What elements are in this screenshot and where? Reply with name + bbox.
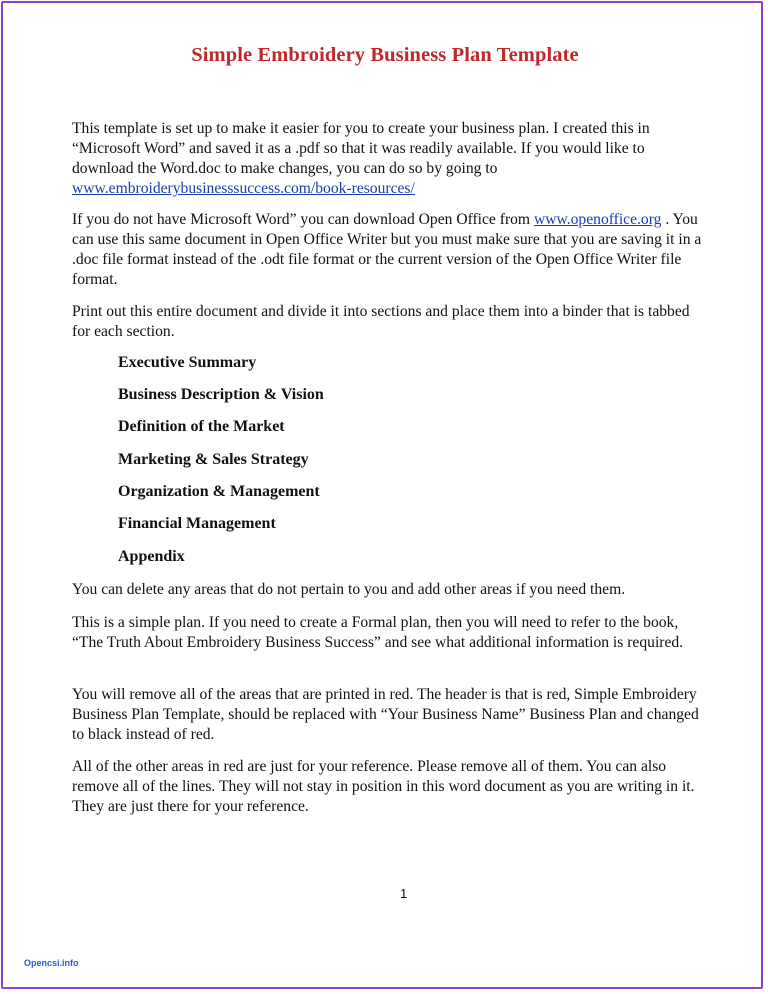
intro-text: This template is set up to make it easier for you to create your business plan. I created this in “Microsoft Word” and saved it as a .pdf so that it was readily available. If you would like to download the Word.doc to make changes, you can do so by going to [72,120,650,177]
section-item-business-description: Business Description & Vision [118,386,324,403]
intro-paragraph [72,119,702,199]
page-number: 1 [400,886,408,901]
section-item-marketing-sales: Marketing & Sales Strategy [118,451,309,468]
document-title: Simple Embroidery Business Plan Template [191,44,579,66]
open-office-paragraph [72,210,702,290]
openoffice-link[interactable]: www.openoffice.org [533,211,662,228]
section-item-definition-market: Definition of the Market [118,418,285,435]
open-office-text-after: . You can use this same document in Open Office Writer but you must make sure that you are saving it in a .doc file format instead of the .odt file format or the current version of the Open Office Writer file format. [72,211,702,288]
print-instructions-paragraph: Print out this entire document and divide it into sections and place them into a binder that is tabbed for each section. [72,303,690,340]
remove-red-paragraph: You will remove all of the areas that are printed in red. The header is that is red, Simple Embroidery Business Plan Template, should be replaced with “Your Business Name” Business Plan and changed to black instead of red. [72,686,699,743]
section-item-executive-summary: Executive Summary [118,354,257,371]
watermark-text: Opencsi.info [24,958,79,968]
reference-paragraph: All of the other areas in red are just for your reference. Please remove all of them. You can also remove all of the lines. They will not stay in position in this word document as you are writing in it. They are just there for your reference. [72,758,695,815]
simple-plan-paragraph: This is a simple plan. If you need to create a Formal plan, then you will need to refer to the book, “The Truth About Embroidery Business Success” and see what additional information is required. [72,614,684,651]
section-item-financial: Financial Management [118,515,276,532]
delete-areas-paragraph: You can delete any areas that do not pertain to you and add other areas if you need them. [72,581,626,598]
section-item-appendix: Appendix [118,548,185,565]
open-office-text-before: If you do not have Microsoft Word” you can download Open Office from [72,211,534,228]
resources-link[interactable]: www.embroiderybusinesssuccess.com/book-resources/ [72,180,415,197]
section-item-organization: Organization & Management [118,483,320,500]
